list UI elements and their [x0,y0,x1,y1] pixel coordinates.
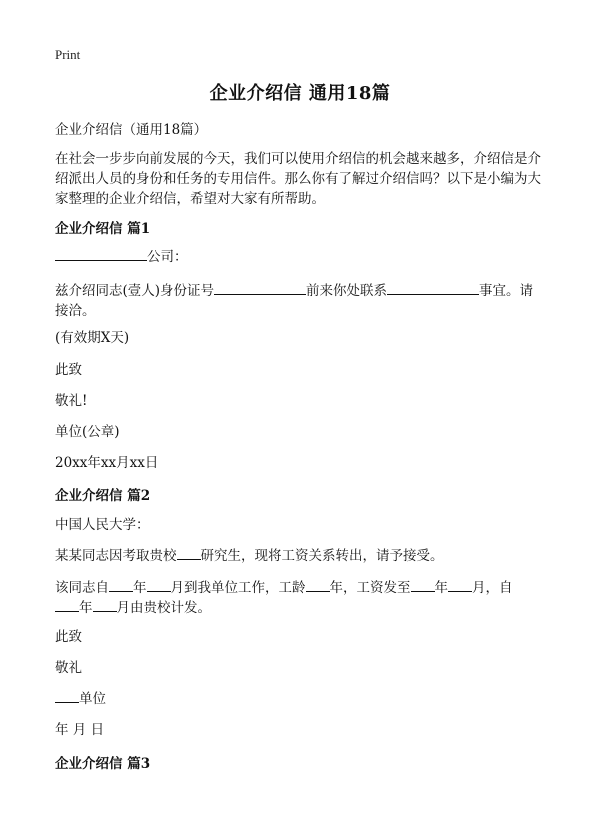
blank-field [147,579,171,592]
body-text: 月，自 [472,580,513,596]
section-2-unit [55,689,550,709]
section-2-closing-2: 敬礼 [55,660,82,676]
section-1-closing-1: 此致 [55,362,82,378]
section-1-date: 20xx年xx月xx日 [55,455,159,471]
body-text: 月到我单位工作，工龄 [170,580,306,596]
section-2-body-line-2 [55,578,550,598]
body-text: 该同志自 [55,580,109,596]
blank-field [177,547,201,560]
section-2-body-line-1 [55,546,550,566]
blank-field [55,599,79,612]
intro-paragraph: 在社会一步步向前发展的今天，我们可以使用介绍信的机会越来越多，介绍信是介绍派出人员的身份和任务的专用信件。那么你有了解过介绍信吗？以下是小编为大家整理的企业介绍信，希望对大家有所帮助。 [55,151,541,207]
body-text: 事宜。请 [479,283,534,299]
section-1-body-line-1 [55,281,550,301]
body-text: 兹介绍同志(壹人)身份证号 [55,283,215,299]
blank-field [109,579,133,592]
body-text: 某某同志因考取贵校 [55,548,177,564]
body-text: 单位 [79,691,106,707]
section-1-closing-2: 敬礼! [55,393,88,409]
section-1-body-line-2: 接洽。 [55,303,96,319]
section-2-heading: 企业介绍信 篇2 [55,488,151,504]
section-2-date: 年 月 日 [55,722,105,738]
section-2-recipient: 中国人民大学： [55,517,150,533]
section-1-heading: 企业介绍信 篇1 [55,221,151,237]
body-text: 月由贵校计发。 [116,600,211,616]
section-2-closing-1: 此致 [55,629,82,645]
body-text: 年 [434,580,448,596]
blank-field [55,248,147,261]
blank-field [93,599,117,612]
document-title: 企业介绍信 通用18篇 [209,83,391,104]
blank-field [306,579,330,592]
print-link[interactable]: Print [55,47,81,62]
blank-field [387,282,479,295]
body-text: 年，工资发至 [329,580,411,596]
section-1-validity: (有效期X天) [55,330,130,346]
blank-field [411,579,435,592]
blank-field [55,690,79,703]
body-text: 前来你处联系 [306,283,388,299]
blank-field [214,282,306,295]
document-subtitle: 企业介绍信（通用18篇） [55,122,208,138]
section-1-addressee [55,247,550,267]
company-suffix: 公司： [147,249,188,265]
blank-field [448,579,472,592]
body-text: 年 [133,580,147,596]
section-1-unit: 单位(公章) [55,424,120,440]
section-3-heading: 企业介绍信 篇3 [55,756,151,772]
body-text: 研究生，现将工资关系转出，请予接受。 [200,548,444,564]
body-text: 年 [79,600,93,616]
section-2-body-line-3 [55,598,550,618]
